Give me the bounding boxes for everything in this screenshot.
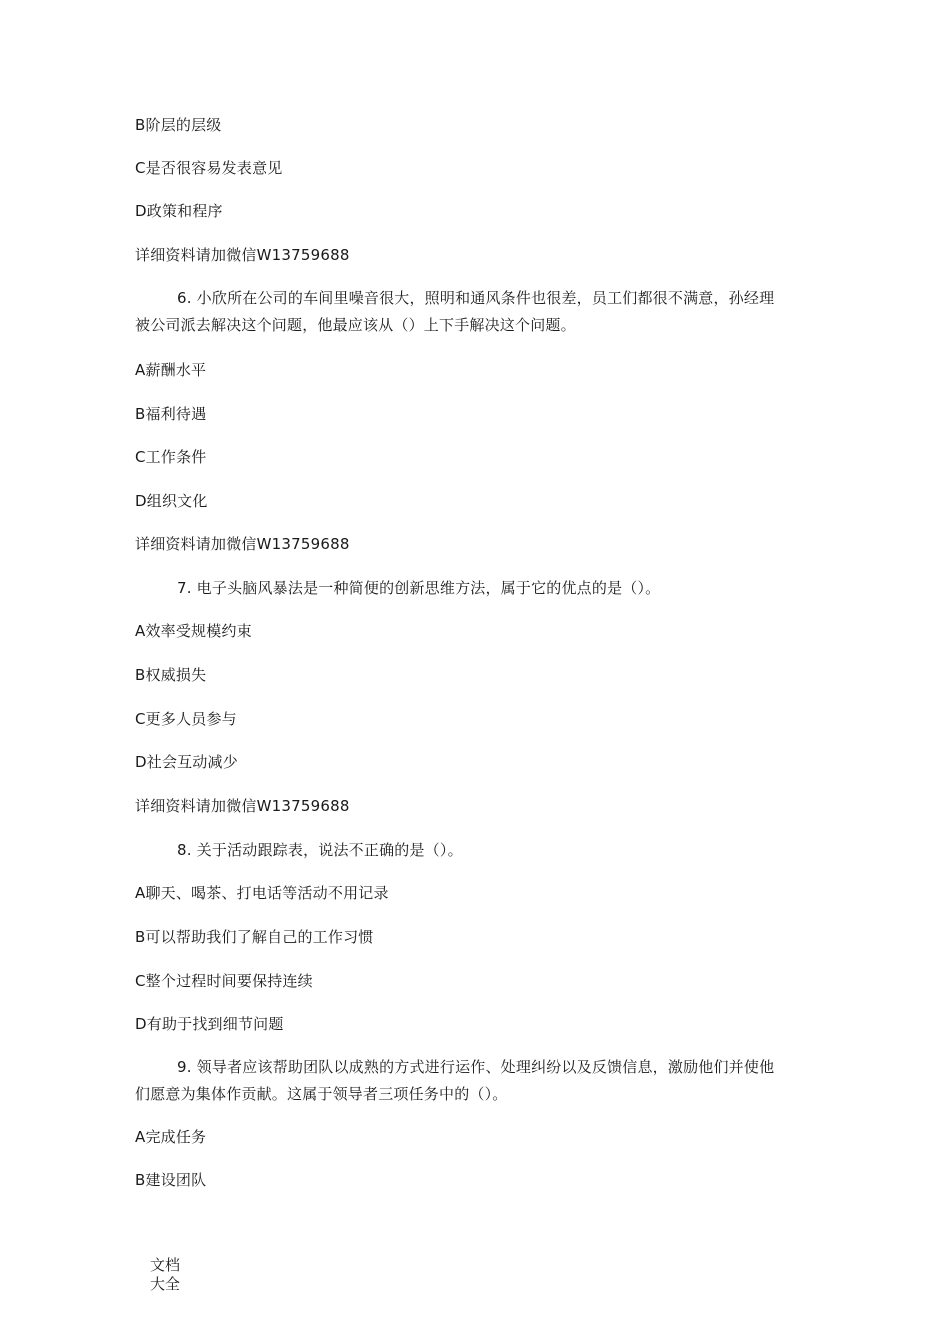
option-b-q8: B可以帮助我们了解自己的工作习惯	[135, 928, 374, 946]
question-9-line1: 9. 领导者应该帮助团队以成熟的方式进行运作、处理纠纷以及反馈信息，激励他们并使他	[177, 1058, 775, 1076]
option-a-q9: A完成任务	[135, 1128, 207, 1146]
option-b-q5: B阶层的层级	[135, 116, 222, 134]
option-a-q8: A聊天、喝茶、打电话等活动不用记录	[135, 884, 389, 902]
option-d-q5: D政策和程序	[135, 202, 223, 220]
option-b-q9: B建设团队	[135, 1171, 207, 1189]
question-8-line1: 8. 关于活动跟踪表，说法不正确的是（）。	[177, 841, 463, 859]
option-c-q5: C是否很容易发表意见	[135, 159, 283, 177]
option-d-q8: D有助于找到细节问题	[135, 1015, 284, 1033]
question-6-line2: 被公司派去解决这个问题，他最应该从（）上下手解决这个问题。	[135, 316, 576, 334]
contact-note: 详细资料请加微信W13759688	[135, 797, 350, 815]
option-b-q6: B福利待遇	[135, 405, 207, 423]
option-a-q6: A薪酬水平	[135, 361, 207, 379]
option-a-q7: A效率受规模约束	[135, 622, 252, 640]
page-footer	[150, 1256, 180, 1294]
option-b-q7: B权威损失	[135, 666, 207, 684]
contact-note: 详细资料请加微信W13759688	[135, 535, 350, 553]
question-6	[135, 285, 825, 339]
option-d-q7: D社会互动减少	[135, 753, 238, 771]
question-6-line1: 6. 小欣所在公司的车间里噪音很大，照明和通风条件也很差，员工们都很不满意，孙经理	[177, 289, 775, 307]
question-8	[135, 837, 825, 864]
question-7-line1: 7. 电子头脑风暴法是一种简便的创新思维方法，属于它的优点的是（）。	[177, 579, 661, 597]
option-c-q6: C工作条件	[135, 448, 207, 466]
option-c-q7: C更多人员参与	[135, 710, 237, 728]
option-d-q6: D组织文化	[135, 492, 208, 510]
question-9-line2: 们愿意为集体作贡献。这属于领导者三项任务中的（）。	[135, 1085, 508, 1103]
footer-line2: 大全	[150, 1275, 181, 1293]
question-9	[135, 1054, 825, 1108]
contact-note: 详细资料请加微信W13759688	[135, 246, 350, 264]
footer-line1: 文档	[150, 1256, 181, 1274]
question-7	[135, 575, 825, 602]
option-c-q8: C整个过程时间要保持连续	[135, 972, 313, 990]
